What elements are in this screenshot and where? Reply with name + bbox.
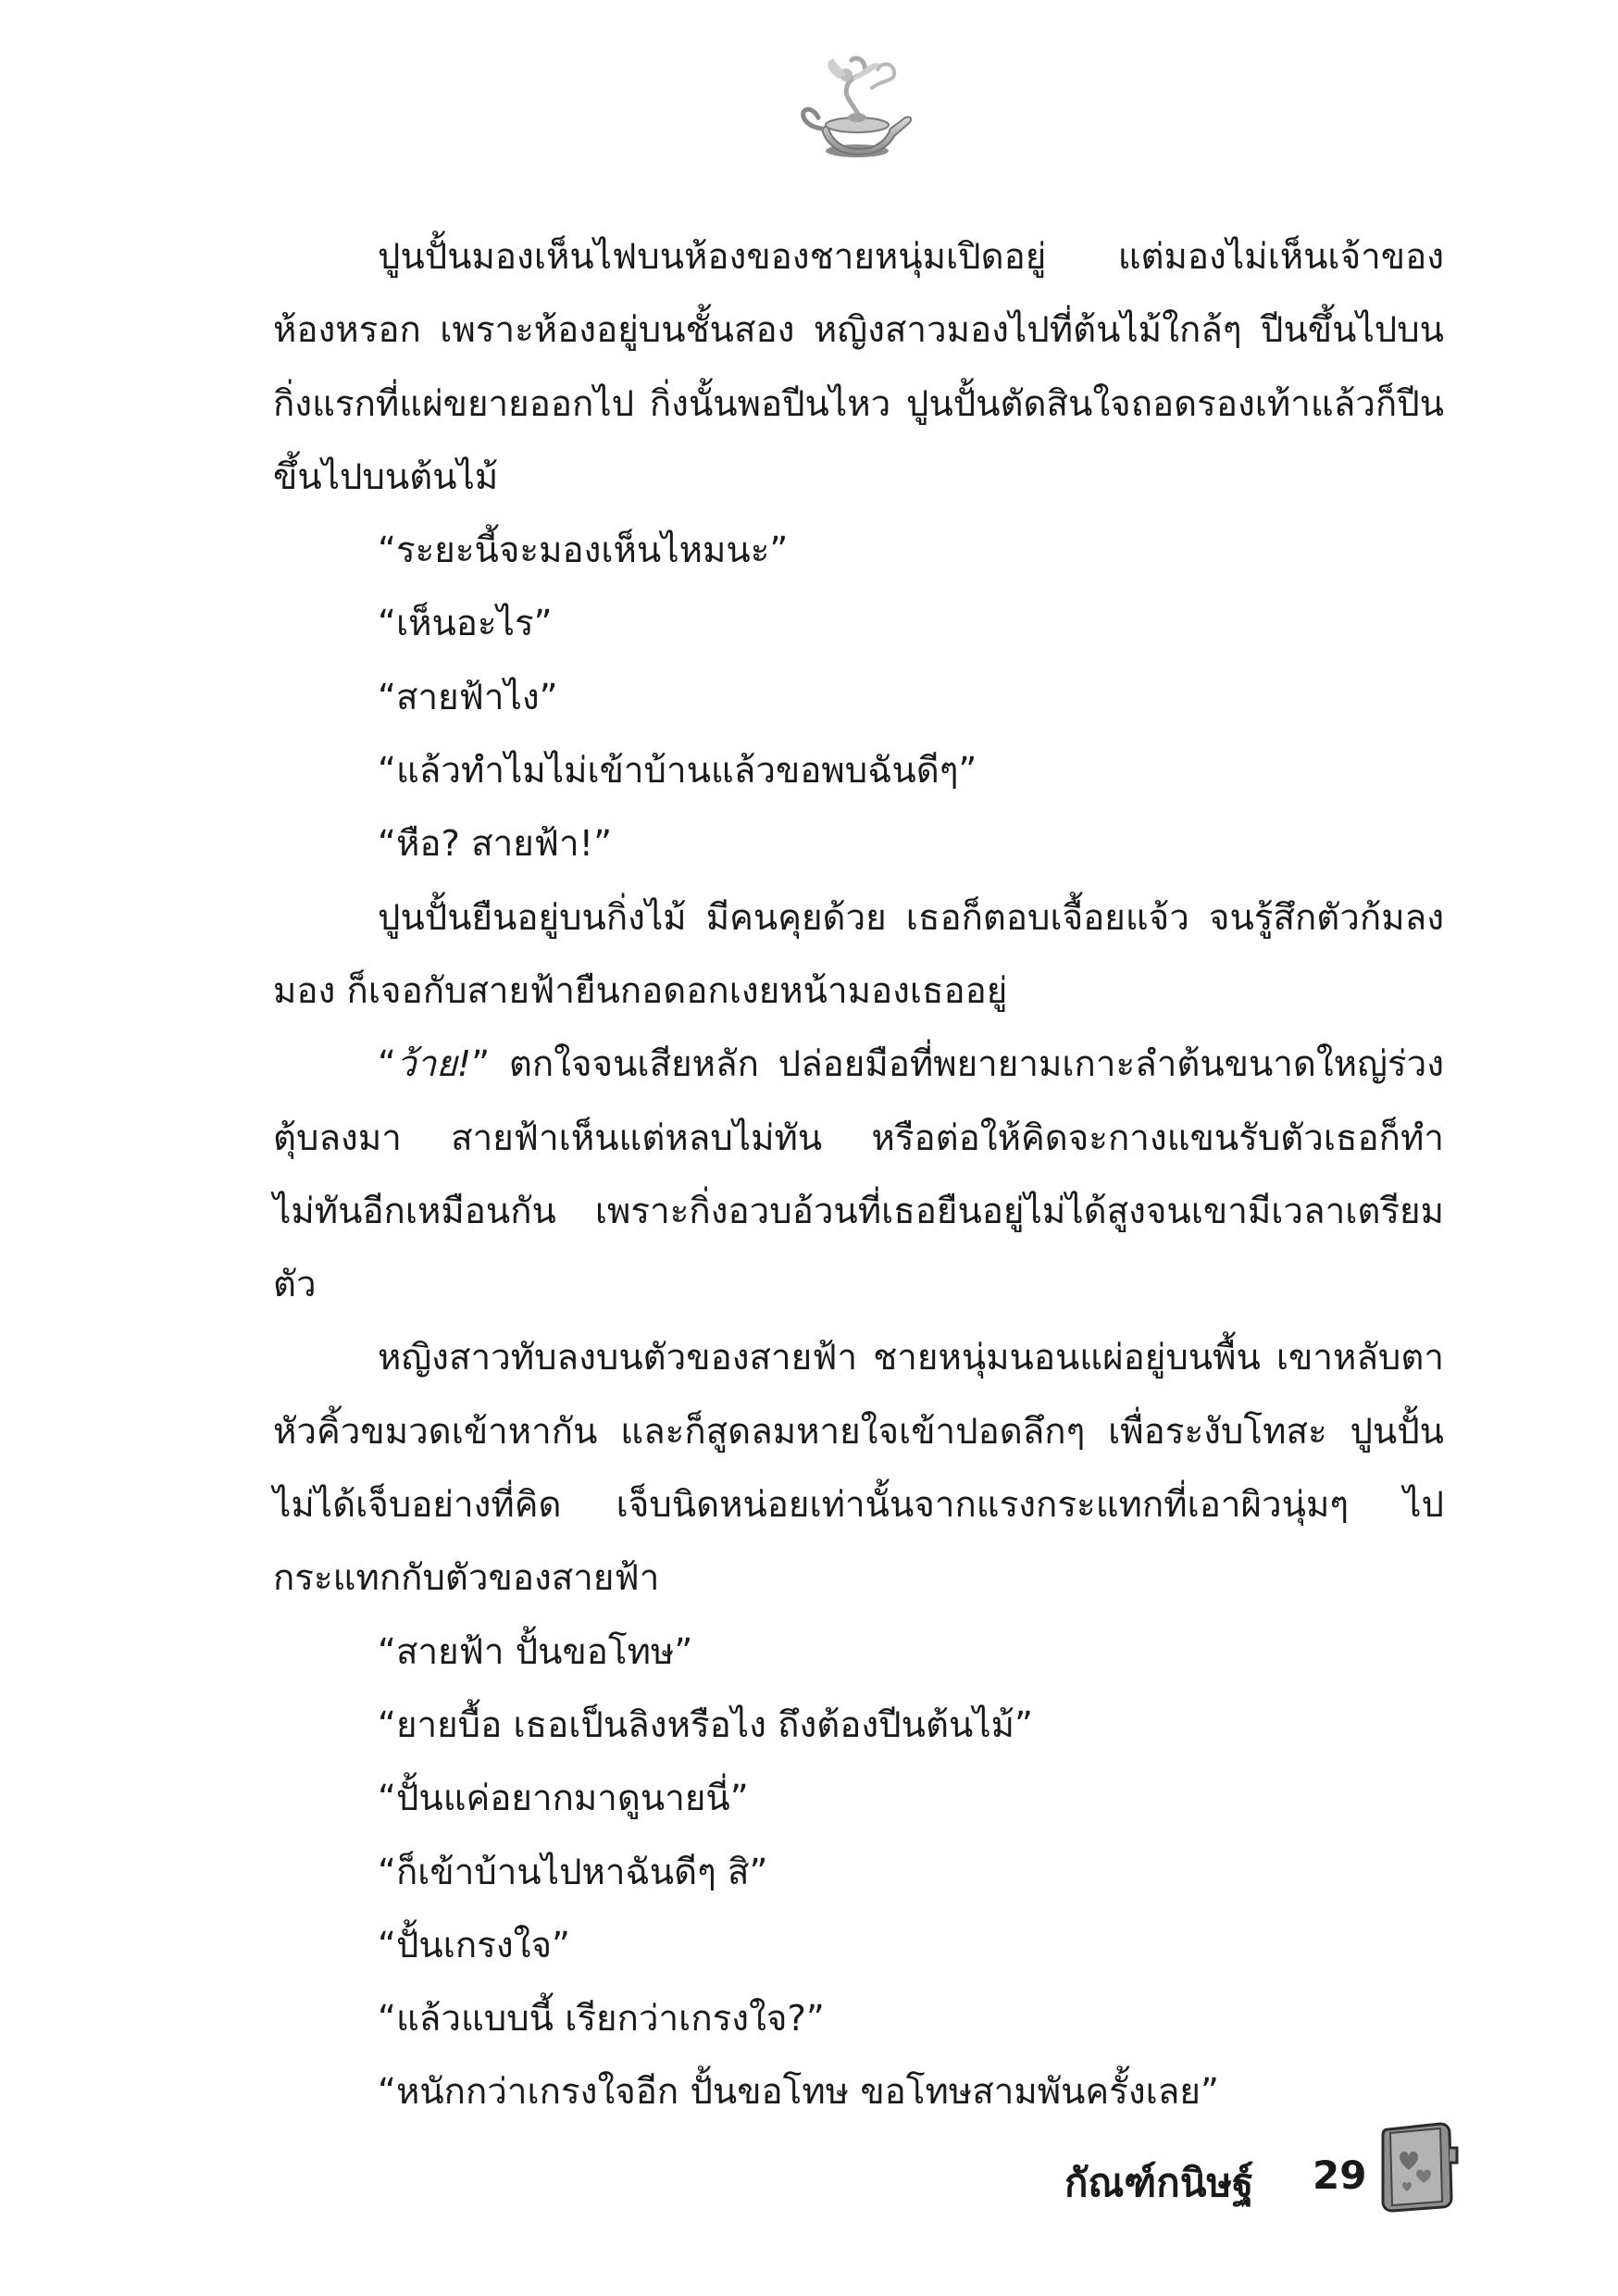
- dialogue-line: “ระยะนี้จะมองเห็นไหมนะ”: [378, 530, 789, 572]
- dialogue-line: “หนักกว่าเกรงใจอีก ปั้นขอโทษ ขอโทษสามพันครั้งเลย”: [378, 2071, 1219, 2114]
- paragraph: [273, 1028, 1444, 1321]
- dialogue-line: “ก็เข้าบ้านไปหาฉันดีๆ สิ”: [378, 1851, 768, 1893]
- footer-author: กัณฑ์กนิษฐ์: [1064, 2160, 1254, 2205]
- dialogue-line: “สายฟ้า ปั้นขอโทษ”: [378, 1630, 693, 1673]
- page-number: 29: [1313, 2152, 1367, 2198]
- quote-open: “: [378, 1043, 396, 1086]
- story-body: [273, 220, 1444, 2129]
- exclamation-italic: ว้าย!: [395, 1043, 472, 1086]
- dialogue-line: “ปั้นเกรงใจ”: [378, 1924, 570, 1966]
- paragraph: ปูนปั้นยืนอยู่บนกิ่งไม้ มีคนคุยด้วย เธอก็ตอบเจื้อยแจ้ว จนรู้สึกตัวก้มลงมอง ก็เจอกับสายฟ้ายืนกอดอกเงยหน้ามองเธออยู่: [273, 896, 1444, 1012]
- dialogue-line: “แล้วแบบนี้ เรียกว่าเกรงใจ?”: [378, 1998, 825, 2040]
- dialogue-line: “ยายบื้อ เธอเป็นลิงหรือไง ถึงต้องปีนต้นไม้”: [378, 1703, 1033, 1746]
- dialogue-line: “หือ? สายฟ้า!”: [378, 823, 613, 866]
- dialogue-line: “ปั้นแค่อยากมาดูนายนี่”: [378, 1778, 749, 1820]
- book-icon: [1375, 2120, 1459, 2213]
- paragraph-rest: ” ตกใจจนเสียหลัก ปล่อยมือที่พยายามเกาะลำต้นขนาดใหญ่ร่วงตุ้บลงมา สายฟ้าเห็นแต่หลบไม่ทัน หรือต่อให้คิดจะกางแขนรับตัวเธอก็ทำไม่ทันอีกเหมือนกัน เพราะกิ่งอวบอ้วนที่เธอยืนอยู่ไม่ได้สูงจนเขามีเวลาเตรียมตัว: [273, 1043, 1444, 1306]
- dialogue-line: “เห็นอะไร”: [378, 603, 553, 645]
- dialogue-line: “สายฟ้าไง”: [378, 676, 558, 718]
- paragraph: ปูนปั้นมองเห็นไฟบนห้องของชายหนุ่มเปิดอยู่ แต่มองไม่เห็นเจ้าของห้องหรอก เพราะห้องอยู่บนชั้นสอง หญิงสาวมองไปที่ต้นไม้ใกล้ๆ ปีนขึ้นไปบนกิ่งแรกที่แผ่ขยายออกไป กิ่งนั้นพอปีนไหว ปูนปั้นตัดสินใจถอดรองเท้าแล้วก็ปีนขึ้นไปบนต้นไม้: [273, 236, 1444, 498]
- dialogue-line: “แล้วทำไมไม่เข้าบ้านแล้วขอพบฉันดีๆ”: [378, 750, 977, 792]
- magic-lamp-fairy-icon: [787, 51, 926, 167]
- paragraph: หญิงสาวทับลงบนตัวของสายฟ้า ชายหนุ่มนอนแผ่อยู่บนพื้น เขาหลับตา หัวคิ้วขมวดเข้าหากัน และก็สูดลมหายใจเข้าปอดลึกๆ เพื่อระงับโทสะ ปูนปั้นไม่ได้เจ็บอย่างที่คิด เจ็บนิดหน่อยเท่านั้นจากแรงกระแทกที่เอาผิวนุ่มๆ ไปกระแทกกับตัวของสายฟ้า: [273, 1337, 1444, 1600]
